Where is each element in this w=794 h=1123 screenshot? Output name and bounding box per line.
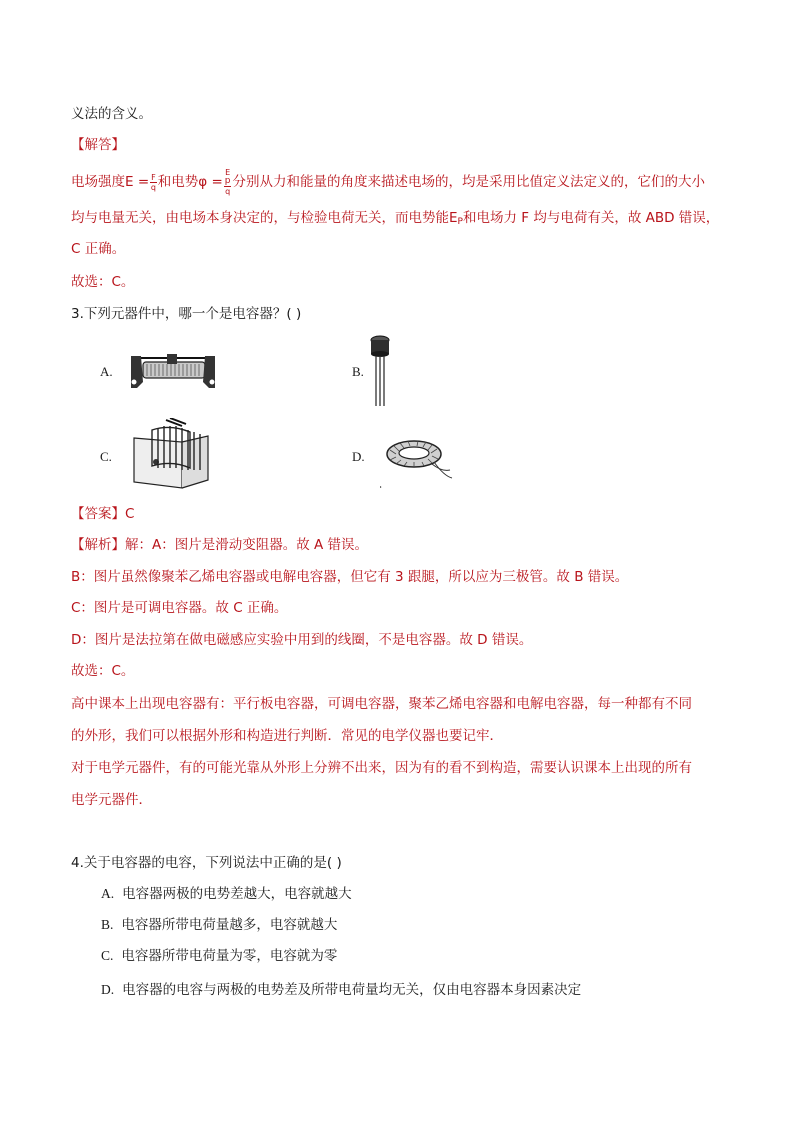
q3-stem: 3.下列元器件中，哪一个是电容器？( ) [71,306,302,322]
analysis-tag: 【解析】 [71,537,125,553]
toroidal-coil-icon [380,432,458,490]
choice-key: B. [101,917,114,932]
answer-value: C [125,506,135,522]
solution-line-1 [71,168,705,196]
analysis-text: 解：A：图片是滑动变阻器。故 A 错误。 [125,537,369,553]
transistor-icon [368,334,392,408]
answer-tag: 【答案】 [71,506,125,522]
solution-text: 均与电量无关，由电场本身决定的，与检验电荷无关，而电势能 [71,210,449,226]
q4-choice-d [101,980,581,1000]
q4-stem: 4.关于电容器的电容，下列说法中正确的是( ) [71,855,342,871]
note-line-2: 的外形，我们可以根据外形和构造进行判断．常见的电学仪器也要记牢． [71,728,503,744]
solution-choose: 故选：C。 [71,274,135,290]
choice-key: A. [101,886,115,901]
intro-tail: 义法的含义。 [71,106,152,122]
analysis-line-4: D：图片是法拉第在做电磁感应实验中用到的线圈，不是电容器。故 D 错误。 [71,632,533,648]
solution-text: 分别从力和能量的角度来描述电场的，均是采用比值定义法定义的，它们的大小 [232,174,705,190]
analysis-line-3: C：图片是可调电容器。故 C 正确。 [71,600,288,616]
option-b-label: B. [352,364,364,379]
fraction-numerator [224,168,232,187]
choice-text: 电容器的电容与两极的电势差及所带电荷量均无关，仅由电容器本身因素决定 [122,982,582,998]
option-a-label: A. [100,364,113,379]
variable-capacitor-icon [130,418,216,494]
choice-text: 电容器所带电荷量为零，电容就为零 [121,948,338,964]
numerator-symbol: E [225,168,231,177]
q4-choice-b [101,915,337,935]
sliding-rheostat-icon [127,352,219,392]
fraction-numerator: F [151,172,156,182]
q4-choice-a [101,884,352,904]
option-d-label: D. [352,449,365,464]
note-line-1: 高中课本上出现电容器有：平行板电容器，可调电容器，聚苯乙烯电容器和电解电容器，每一种都有不同 [71,696,692,712]
solution-tag: 【解答】 [71,137,125,153]
solution-line-2 [71,208,719,232]
ep-letter: E [449,210,458,226]
option-c-label: C. [100,449,112,464]
note-line-3: 对于电学元器件，有的可能光靠从外形上分辨不出来，因为有的看不到构造，需要认识课本上出现的所有 [71,760,692,776]
numerator-subscript: p [224,176,231,186]
answer-line [71,504,134,524]
fraction-denominator: q [225,187,231,196]
solution-text: 和电场力 F 均与电荷有关，故 ABD 错误， [462,210,720,226]
solution-text: 和电势φ = [157,174,223,190]
choice-key: D. [101,982,115,997]
solution-line-3: C 正确。 [71,241,126,257]
choice-text: 电容器所带电荷量越多，电容就越大 [121,917,338,933]
q4-choice-c [101,946,337,966]
fraction-denominator: q [150,182,156,192]
solution-text: 电场强度E = [71,174,150,190]
note-line-4: 电学元器件． [71,792,152,808]
phi-fraction [224,168,232,196]
ep-subscript: P [457,217,463,227]
analysis-line-1 [71,535,368,555]
analysis-choose: 故选：C。 [71,663,135,679]
e-fraction [150,173,157,192]
analysis-line-2: B：图片虽然像聚苯乙烯电容器或电解电容器，但它有 3 跟腿，所以应为三极管。故 B 错误。 [71,569,629,585]
choice-key: C. [101,948,114,963]
choice-text: 电容器两极的电势差越大，电容就越大 [122,886,352,902]
ep-symbol [449,210,463,226]
